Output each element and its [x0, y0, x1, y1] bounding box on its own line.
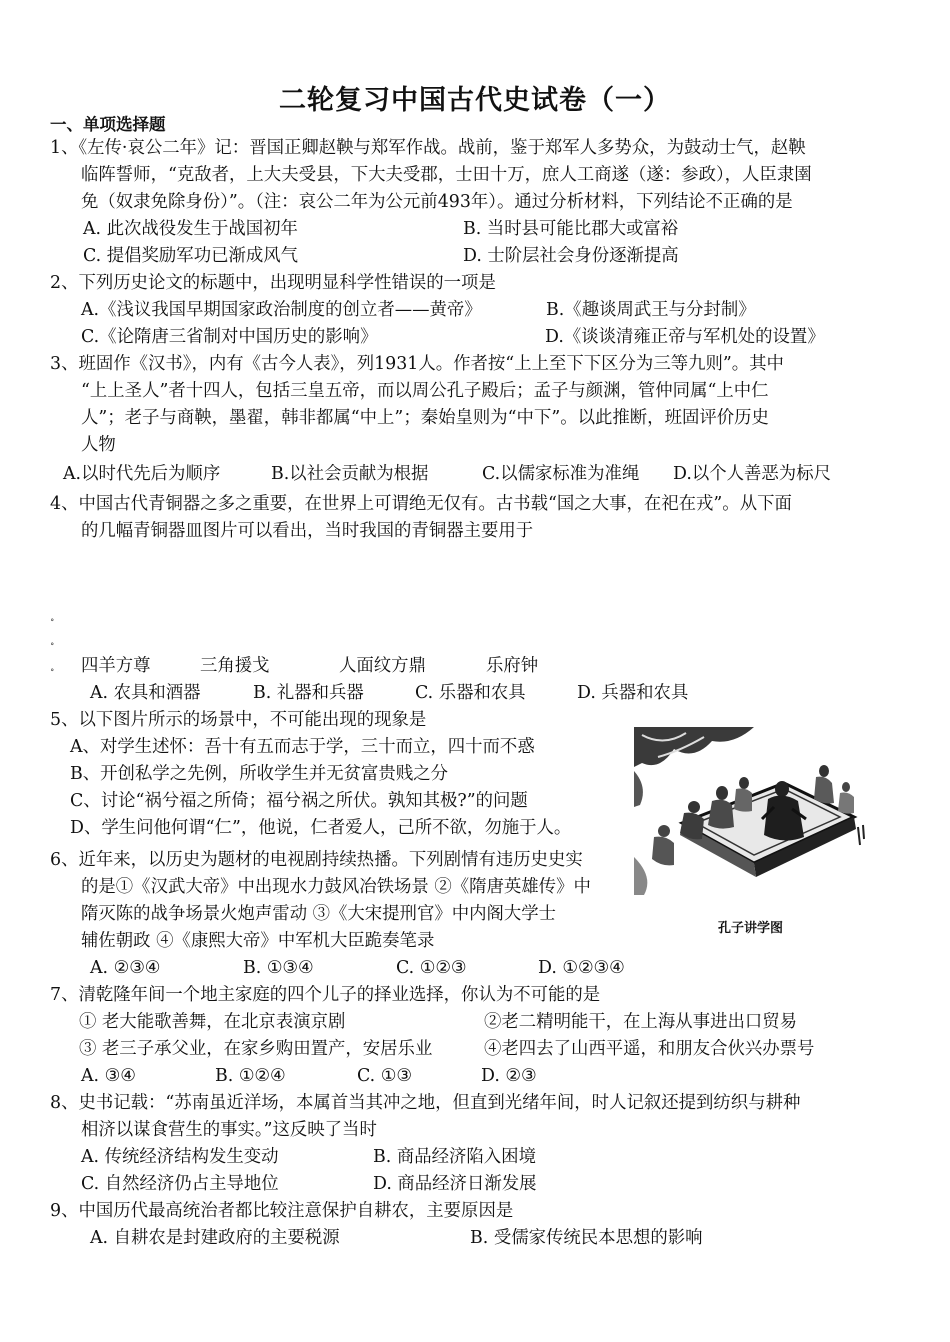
q3-option-c: C.以儒家标准为准绳 [482, 464, 640, 484]
q2-option-c: C.《论隋唐三省制对中国历史的影响》 [81, 327, 378, 347]
q5-option-c: C、讨论“祸兮福之所倚；福兮祸之所伏。孰知其极?”的问题 [70, 791, 528, 811]
q2-option-b: B.《趣谈周武王与分封制》 [546, 300, 756, 320]
q7-option-d: D. ②③ [481, 1066, 537, 1086]
q3-option-a: A.以时代先后为顺序 [63, 464, 221, 484]
q7-stem: 7、清乾隆年间一个地主家庭的四个儿子的择业选择，你认为不可能的是 [50, 985, 601, 1005]
q4-option-a: A. 农具和酒器 [90, 683, 201, 703]
q4-item-4: 乐府钟 [486, 656, 539, 676]
q1-option-b: B. 当时县可能比郡大或富裕 [463, 219, 679, 239]
q7-statement-3: ③ 老三子承父业，在家乡购田置产，安居乐业 [79, 1039, 433, 1059]
q4-stem-line1: 4、中国古代青铜器之多之重要，在世界上可谓绝无仅有。古书载“国之大事，在祀在戎”。从下面 [50, 494, 792, 514]
q6-option-c: C. ①②③ [396, 958, 467, 978]
q4-option-b: B. 礼器和兵器 [253, 683, 364, 703]
q8-option-d: D. 商品经济日渐发展 [373, 1174, 537, 1194]
paragraph-mark: ˳ [50, 662, 55, 672]
q1-option-d: D. 士阶层社会身份逐渐提高 [463, 246, 679, 266]
q3-stem-line1: 3、班固作《汉书》，内有《古今人表》，列1931人。作者按“上上至下下区分为三等九则”。其中 [50, 354, 784, 374]
q7-option-a: A. ③④ [81, 1066, 136, 1086]
figure-caption: 孔子讲学图 [718, 921, 784, 936]
q6-option-b: B. ①③④ [243, 958, 314, 978]
q2-option-a: A.《浅议我国早期国家政治制度的创立者——黄帝》 [81, 300, 482, 320]
q6-option-a: A. ②③④ [90, 958, 161, 978]
q1-option-c: C. 提倡奖励军功已渐成风气 [83, 246, 299, 266]
q4-item-3: 人面纹方鼎 [339, 656, 426, 676]
q7-statement-1: ① 老大能歌善舞，在北京表演京剧 [79, 1012, 346, 1032]
q5-option-d: D、学生问他何谓“仁”，他说，仁者爱人，己所不欲，勿施于人。 [70, 818, 572, 838]
q8-option-a: A. 传统经济结构发生变动 [81, 1147, 279, 1167]
q1-option-a: A. 此次战役发生于战国初年 [83, 219, 298, 239]
q9-stem: 9、中国历代最高统治者都比较注意保护自耕农，主要原因是 [50, 1201, 514, 1221]
q6-stem-line3: 隋灭陈的战争场景火炮声雷动 ③《大宋提刑官》中内阁大学士 [81, 904, 557, 924]
q8-stem-line1: 8、史书记载：“苏南虽近洋场，本属首当其冲之地，但直到光绪年间，时人记叙还提到纺织与耕种 [50, 1093, 801, 1113]
q6-stem-line1: 6、近年来，以历史为题材的电视剧持续热播。下列剧情有违历史史实 [50, 850, 583, 870]
confucius-lecture-image [634, 727, 867, 895]
q7-statement-4: ④老四去了山西平遥，和朋友合伙兴办票号 [484, 1039, 815, 1059]
q5-option-a: A、对学生述怀：吾十有五而志于学，三十而立，四十而不惑 [70, 737, 535, 757]
q2-stem: 2、下列历史论文的标题中，出现明显科学性错误的一项是 [50, 273, 496, 293]
section-heading: 一、单项选择题 [50, 115, 166, 134]
q4-item-2: 三角援戈 [200, 656, 270, 676]
q1-stem-line2: 临阵誓师，“克敌者，上大夫受县，下大夫受郡，士田十万，庶人工商遂（遂：参政），人臣隶圉 [81, 165, 812, 185]
q7-option-c: C. ①③ [357, 1066, 412, 1086]
q3-stem-line3: 人”；老子与商鞅，墨翟，韩非都属“中上”；秦始皇则为“中下”。以此推断，班固评价历史 [81, 408, 769, 428]
q9-option-b: B. 受儒家传统民本思想的影响 [470, 1228, 703, 1248]
q8-stem-line2: 相济以谋食营生的事实。”这反映了当时 [81, 1120, 377, 1140]
q1-stem-line1: 1、《左传·哀公二年》记：晋国正卿赵鞅与郑军作战。战前，鉴于郑军人多势众，为鼓动士气，赵鞅 [50, 138, 806, 158]
q4-stem-line2: 的几幅青铜器皿图片可以看出，当时我国的青铜器主要用于 [81, 521, 534, 541]
q3-stem-line4: 人物 [81, 435, 116, 455]
paragraph-mark: ˳ [50, 636, 55, 646]
q7-statement-2: ②老二精明能干，在上海从事进出口贸易 [484, 1012, 798, 1032]
q3-option-b: B.以社会贡献为根据 [271, 464, 429, 484]
q8-option-b: B. 商品经济陷入困境 [373, 1147, 536, 1167]
q1-stem-line3: 免（奴隶免除身份）”。（注：哀公二年为公元前493年）。通过分析材料，下列结论不正确的是 [81, 192, 793, 212]
paragraph-mark: ˳ [50, 612, 55, 622]
q3-option-d: D.以个人善恶为标尺 [673, 464, 831, 484]
q6-stem-line2: 的是①《汉武大帝》中出现水力鼓风冶铁场景 ②《隋唐英雄传》中 [81, 877, 591, 897]
q8-option-c: C. 自然经济仍占主导地位 [81, 1174, 279, 1194]
q9-option-a: A. 自耕农是封建政府的主要税源 [90, 1228, 340, 1248]
q6-stem-line4: 辅佐朝政 ④《康熙大帝》中军机大臣跪奏笔录 [81, 931, 435, 951]
q2-option-d: D.《谈谈清雍正帝与军机处的设置》 [545, 327, 825, 347]
q4-item-1: 四羊方尊 [81, 656, 151, 676]
q3-stem-line2: “上上圣人”者十四人，包括三皇五帝，而以周公孔子殿后；孟子与颜渊，管仲同属“上中仁 [81, 381, 769, 401]
q5-option-b: B、开创私学之先例，所收学生并无贫富贵贱之分 [70, 764, 448, 784]
q5-stem: 5、以下图片所示的场景中，不可能出现的现象是 [50, 710, 427, 730]
q4-option-c: C. 乐器和农具 [415, 683, 526, 703]
page-title: 二轮复习中国古代史试卷（一） [279, 85, 671, 116]
q7-option-b: B. ①②④ [215, 1066, 286, 1086]
q6-option-d: D. ①②③④ [538, 958, 625, 978]
q4-option-d: D. 兵器和农具 [577, 683, 689, 703]
